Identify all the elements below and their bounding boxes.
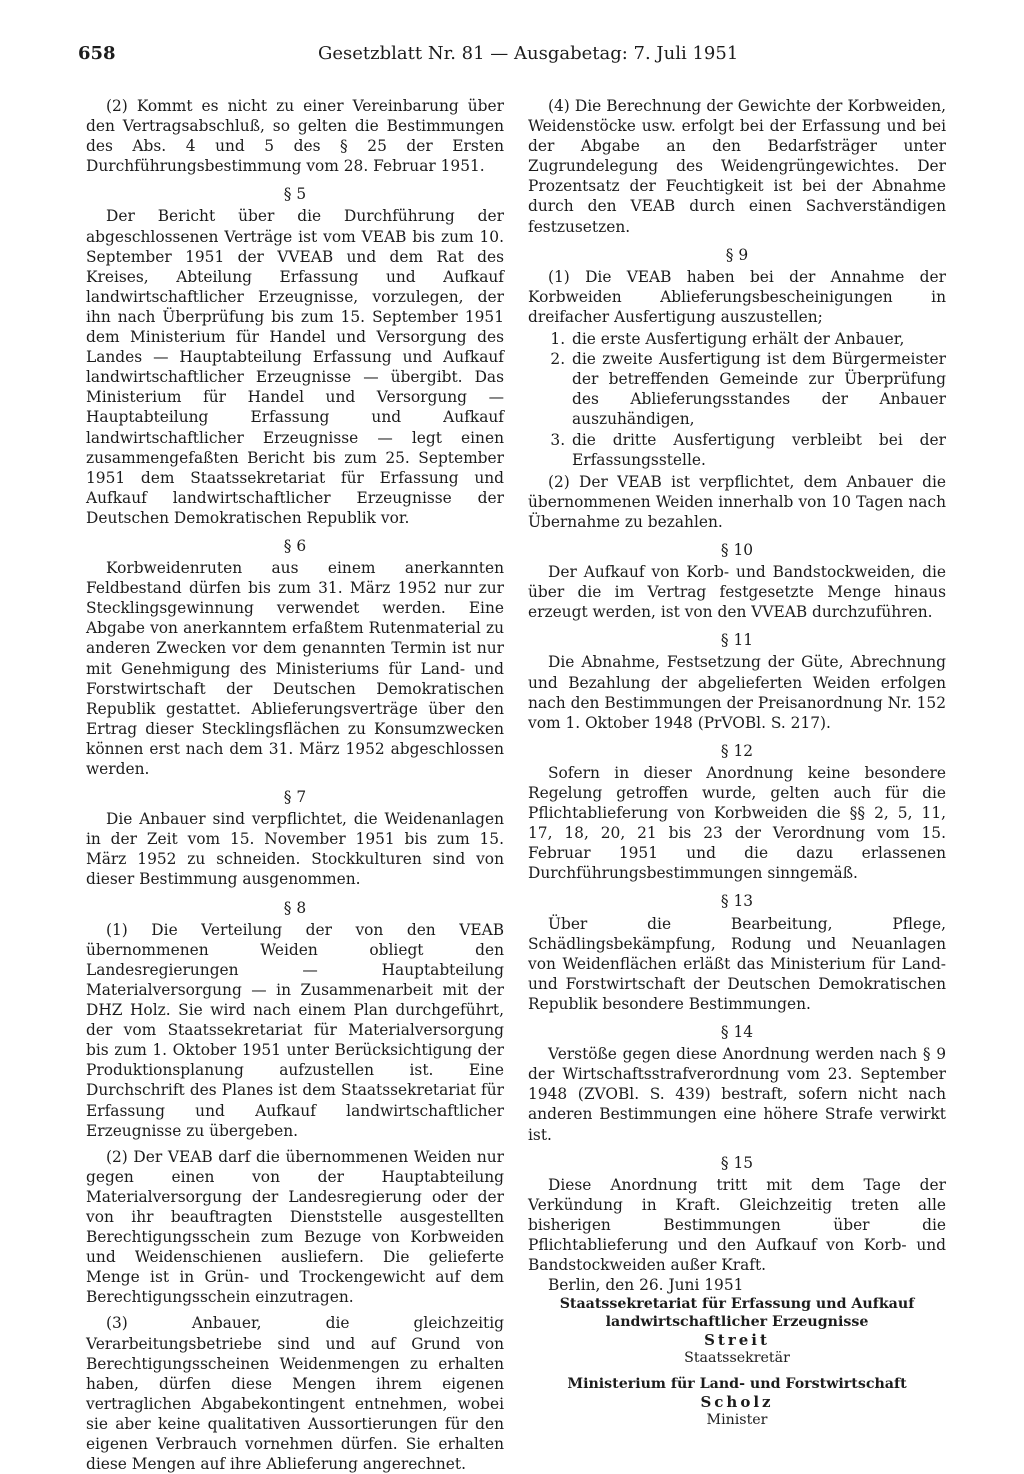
section-9-paragraph-2: (2) Der VEAB ist verpflichtet, dem Anbauer die übernommenen Weiden innerhalb von 10 Tagen nach Übernahme zu bezahlen. xyxy=(528,472,946,531)
section-12-text: Sofern in dieser Anordnung keine besondere Regelung getroffen wurde, gelten auch für die Pflichtablieferung von Korbweiden die §§ 2, 5, 11, 17, 18, 20, 21 bis 23 der Verordnung vom 15. Februar 1951 und die dazu erlassenen Durchführungsbestimmungen sinngemäß. xyxy=(528,763,946,883)
place-date: Berlin, den 26. Juni 1951 xyxy=(548,1276,744,1295)
section-11-heading: § 11 xyxy=(720,631,754,650)
signatory-2-role: Minister xyxy=(706,1412,768,1429)
signatory-2-name: Scholz xyxy=(700,1393,774,1412)
section-9-heading: § 9 xyxy=(725,245,749,264)
page-header xyxy=(78,40,958,68)
section-10-text: Der Aufkauf von Korb- und Bandstockweiden, die über die im Vertrag festgesetzte Menge hinaus erzeugt werden, ist von den VVEAB durchzuführen. xyxy=(528,563,946,622)
signatory-1-org-line-2: landwirtschaftlicher Erzeugnisse xyxy=(605,1314,869,1331)
section-13-heading: § 13 xyxy=(720,892,754,911)
paragraph-4-2: (2) Kommt es nicht zu einer Vereinbarung über den Vertragsabschluß, so gelten die Bestimmungen des Abs. 4 und 5 des § 25 der Ersten Durchführungsbestimmung vom 28. Februar 1951. xyxy=(86,97,504,176)
list-item: 1. die erste Ausfertigung erhält der Anbauer, xyxy=(570,329,946,349)
section-15-heading: § 15 xyxy=(720,1153,754,1172)
section-7-text: Die Anbauer sind verpflichtet, die Weidenanlagen in der Zeit vom 15. November 1951 bis zum 15. März 1952 zu schneiden. Stockkulturen sind von dieser Bestimmung ausgenommen. xyxy=(86,810,504,889)
section-8-paragraph-3: (3) Anbauer, die gleichzeitig Verarbeitungsbetriebe sind und auf Grund von Berechtigungsscheinen Weidenmengen zu erhalten haben, dürfen diese Mengen ihrem eigenen vertraglichen Abgabekontingent entnehmen, wobei sie aber keine qualitativen Aussortierungen für den eigenen Verbrauch vornehmen dürfen. Sie erhalten diese Mengen auf ihre Ablieferung angerechnet. xyxy=(86,1314,504,1474)
section-9-paragraph-1: (1) Die VEAB haben bei der Annahme der Korbweiden Ablieferungsbescheinigungen in dreifacher Ausfertigung auszustellen; xyxy=(528,267,946,326)
page-number: 658 xyxy=(78,43,116,64)
section-5-heading: § 5 xyxy=(283,185,307,204)
section-15-text: Diese Anordnung tritt mit dem Tage der Verkündung in Kraft. Gleichzeitig treten alle bisherigen Bestimmungen über die Pflichtablieferung und den Aufkauf von Korb- und Bandstockweiden außer Kraft. xyxy=(528,1175,946,1275)
section-13-text: Über die Bearbeitung, Pflege, Schädlingsbekämpfung, Rodung und Neuanlagen von Weidenflächen erläßt das Ministerium für Land- und Forstwirtschaft der Deutschen Demokratischen Republik besondere Bestimmungen. xyxy=(528,914,946,1013)
signatory-1-name: Streit xyxy=(704,1331,770,1350)
section-9-list xyxy=(528,329,946,470)
section-12-heading: § 12 xyxy=(720,741,754,760)
left-column xyxy=(86,96,504,1474)
signatory-2-org: Ministerium für Land- und Forstwirtschaft xyxy=(567,1376,907,1393)
section-10-heading: § 10 xyxy=(720,540,754,559)
section-8-paragraph-2: (2) Der VEAB darf die übernommenen Weiden nur gegen einen von der Hauptabteilung Materialversorgung der Landesregierung oder der von ihr beauftragten Dienststelle ausgestellten Berechtigungsschein zum Bezuge von Korbweiden und Weidenschienen ausliefern. Die gelieferte Menge ist in Grün- und Trockengewicht auf dem Berechtigungsschein einzutragen. xyxy=(86,1147,504,1307)
section-11-text: Die Abnahme, Festsetzung der Güte, Abrechnung und Bezahlung der abgelieferten Weiden erfolgen nach den Bestimmungen der Preisanordnung Nr. 152 vom 1. Oktober 1948 (PrVOBl. S. 217). xyxy=(528,653,946,732)
section-14-text: Verstöße gegen diese Anordnung werden nach § 9 der Wirtschaftsstrafverordnung vom 23. September 1948 (ZVOBl. S. 439) bestraft, sofern nicht nach anderen Bestimmungen eine höhere Strafe verwirkt ist. xyxy=(528,1045,946,1144)
section-14-heading: § 14 xyxy=(720,1023,754,1042)
signatory-1-org-line-1: Staatssekretariat für Erfassung und Aufkauf xyxy=(559,1296,915,1313)
section-5-text: Der Bericht über die Durchführung der abgeschlossenen Verträge ist vom VEAB bis zum 10. September 1951 der VVEAB und dem Rat des Kreises, Abteilung Erfassung und Aufkauf landwirtschaftlicher Erzeugnisse, vorzulegen, der ihn nach Überprüfung bis zum 15. September 1951 dem Ministerium für Handel und Versorgung des Landes — Hauptabteilung Erfassung und Aufkauf landwirtschaftlicher Erzeugnisse — übergibt. Das Ministerium für Handel und Versorgung — Hauptabteilung Erfassung und Aufkauf landwirtschaftlicher Erzeugnisse — legt einen zusammengefaßten Bericht bis zum 25. September 1951 dem Staatssekretariat für Erfassung und Aufkauf landwirtschaftlicher Erzeugnisse der Deutschen Demokratischen Republik vor. xyxy=(86,207,504,527)
section-8-heading: § 8 xyxy=(283,898,307,917)
section-7-heading: § 7 xyxy=(283,788,307,807)
section-8-paragraph-1: (1) Die Verteilung der von den VEAB übernommenen Weiden obliegt den Landesregierungen — Hauptabteilung Materialversorgung — in Zusammenarbeit mit der DHZ Holz. Sie wird nach einem Plan durchgeführt, der vom Staatssekretariat für Materialversorgung bis zum 1. Oktober 1951 unter Berücksichtigung der Produktionsplanung aufzustellen ist. Eine Durchschrift des Planes ist dem Staatssekretariat für Erfassung und Aufkauf landwirtschaftlicher Erzeugnisse zu übergeben. xyxy=(86,920,504,1140)
section-6-heading: § 6 xyxy=(283,536,307,555)
right-column xyxy=(528,96,946,1429)
gazette-title: Gesetzblatt Nr. 81 — Ausgabetag: 7. Juli 1951 xyxy=(318,43,739,64)
section-8-paragraph-4: (4) Die Berechnung der Gewichte der Korbweiden, Weidenstöcke usw. erfolgt bei der Erfassung und bei der Abgabe an den Bedarfsträger unter Zugrundelegung des Weidengrüngewichtes. Der Prozentsatz der Feuchtigkeit ist bei der Abnahme durch den VEAB durch einen Sachverständigen festzusetzen. xyxy=(528,97,946,236)
signatory-1-role: Staatssekretär xyxy=(684,1350,790,1367)
list-item: 2. die zweite Ausfertigung ist dem Bürgermeister der betreffenden Gemeinde zur Überprüfung des Ablieferungsstandes der Anbauer auszuhändigen, xyxy=(570,349,946,429)
section-6-text: Korbweidenruten aus einem anerkannten Feldbestand dürfen bis zum 31. März 1952 nur zur Stecklingsgewinnung verwendet werden. Eine Abgabe von anerkanntem erfaßtem Rutenmaterial zu anderen Zwecken vor dem genannten Termin ist nur mit Genehmigung des Ministeriums für Land- und Forstwirtschaft der Deutschen Demokratischen Republik gestattet. Ablieferungsverträge über den Ertrag dieser Stecklingsflächen zu Konsumzwecken können erst nach dem 31. März 1952 abgeschlossen werden. xyxy=(86,559,504,778)
list-item: 3. die dritte Ausfertigung verbleibt bei der Erfassungsstelle. xyxy=(570,430,946,470)
